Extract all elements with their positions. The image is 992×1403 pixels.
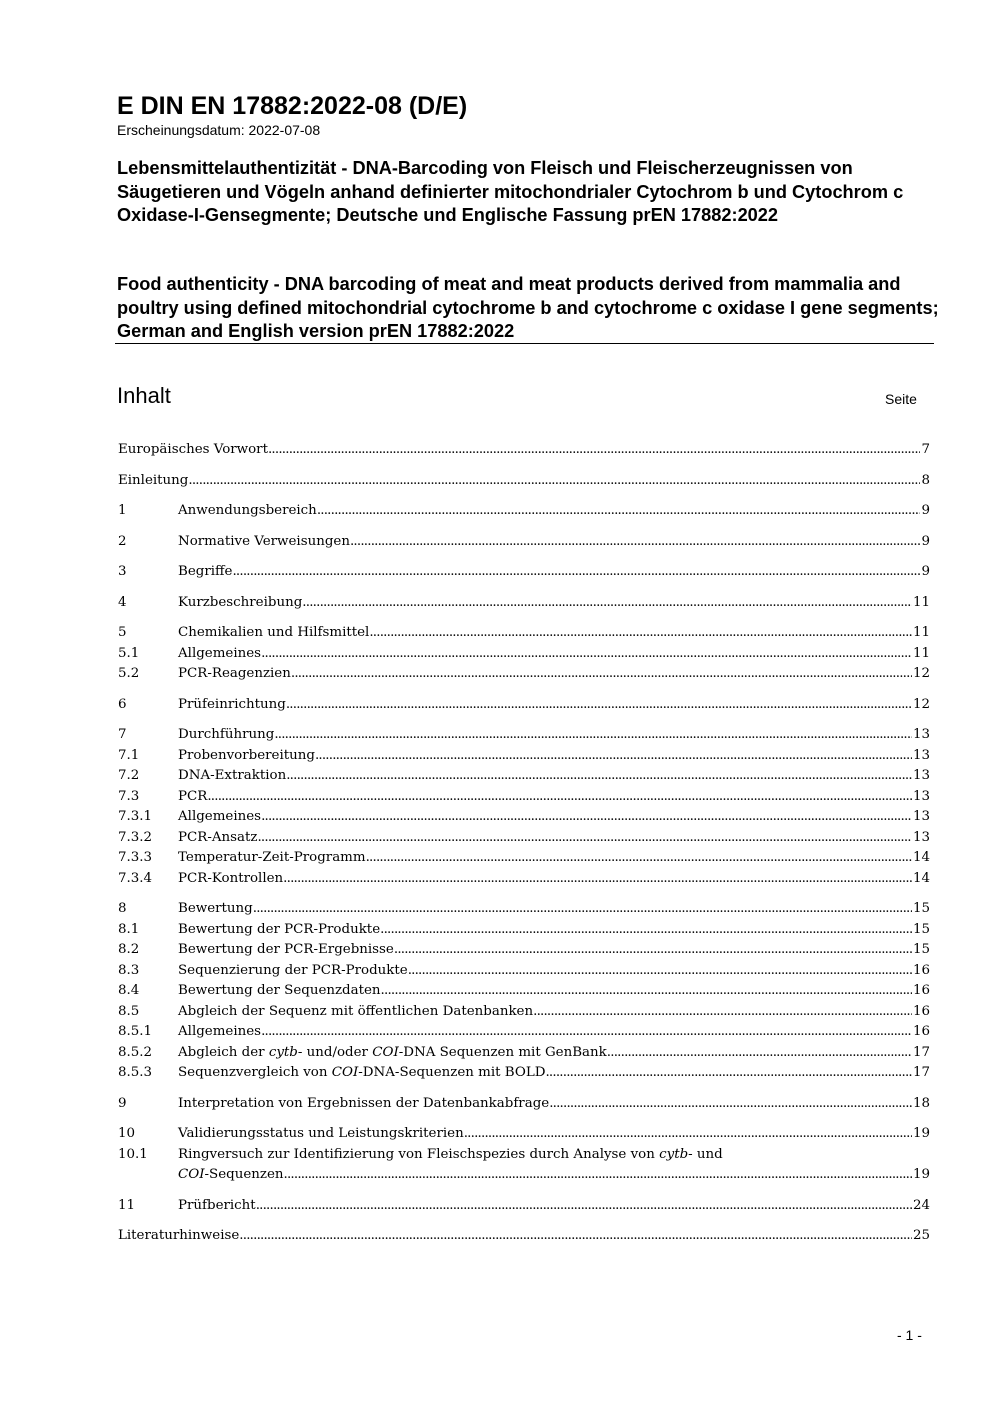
- toc-dot-leader: [257, 828, 912, 849]
- toc-dot-leader: [380, 920, 912, 941]
- toc-dot-leader: [284, 1165, 912, 1186]
- toc-dot-leader: [274, 725, 912, 746]
- toc-entry-title: Durchführung: [178, 727, 275, 742]
- toc-entry-title: Normative Verweisungen: [178, 533, 350, 549]
- toc-entry[interactable]: [118, 899, 930, 920]
- toc-entry-number: 5.1: [118, 645, 140, 661]
- toc-entry-number: 8.5.2: [118, 1044, 153, 1060]
- toc-entry-page: 11: [912, 625, 930, 640]
- toc-entry-number: 7.2: [118, 768, 140, 783]
- toc-entry[interactable]: [118, 787, 930, 808]
- toc-entry[interactable]: [118, 623, 930, 644]
- toc-dot-leader: [207, 787, 912, 808]
- toc-entry[interactable]: [118, 562, 930, 583]
- toc-dot-leader: [253, 899, 912, 920]
- toc-entry[interactable]: [118, 1002, 930, 1023]
- toc-entry-page: 11: [912, 645, 930, 661]
- toc-entry-title: PCR-Ansatz: [178, 829, 258, 845]
- toc-entry-page: 11: [912, 594, 930, 610]
- toc-dot-leader: [286, 695, 912, 716]
- toc-entry-page: 7: [921, 442, 930, 457]
- toc-entry-number: 11: [118, 1197, 136, 1213]
- toc-entry-title: Prüfbericht: [178, 1197, 256, 1213]
- toc-entry-page: 16: [912, 1003, 930, 1019]
- toc-entry-number: 8.5: [118, 1003, 140, 1019]
- toc-entry-page: 9: [921, 533, 930, 549]
- toc-entry-page: 19: [912, 1126, 930, 1141]
- toc-entry-number: 7.3.3: [118, 850, 153, 865]
- toc-dot-leader: [261, 807, 912, 828]
- toc-entry-number: 4: [118, 594, 127, 610]
- toc-entry[interactable]: [118, 1226, 930, 1247]
- toc-dot-leader: [317, 501, 921, 522]
- toc-entry-page: 16: [912, 1024, 930, 1039]
- toc-dot-leader: [464, 1124, 912, 1145]
- toc-entry-title: Sequenzierung der PCR-Produkte: [178, 962, 408, 978]
- toc-entry[interactable]: [118, 940, 930, 961]
- toc-dot-leader: [408, 961, 912, 982]
- toc-entry[interactable]: [118, 807, 930, 828]
- toc-entry-page: 16: [912, 962, 930, 978]
- toc-entry-page: 17: [912, 1044, 930, 1060]
- toc-entry-page: 13: [912, 788, 930, 804]
- toc-entry-page: 9: [921, 503, 930, 518]
- toc-dot-leader: [283, 869, 912, 890]
- toc-entry[interactable]: [118, 1063, 930, 1084]
- toc-entry-number: 8.3: [118, 962, 140, 978]
- toc-dot-leader: [350, 532, 921, 553]
- toc-entry-title: Allgemeines: [178, 809, 262, 824]
- toc-entry-title: PCR-Kontrollen: [178, 870, 284, 886]
- toc-dot-leader: [302, 593, 912, 614]
- toc-entry-page: 25: [912, 1228, 930, 1243]
- toc-entry-page: 12: [912, 696, 930, 712]
- toc-entry-title: Validierungsstatus und Leistungskriterien: [178, 1126, 464, 1141]
- toc-entry-title: Abgleich der Sequenz mit öffentlichen Datenbanken: [178, 1003, 534, 1019]
- toc-dot-leader: [291, 664, 912, 685]
- toc-entry-number: 7.3: [118, 788, 140, 804]
- toc-entry-number: 7.3.1: [118, 809, 153, 824]
- toc-entry-number: 8: [118, 901, 127, 916]
- title-german: Lebensmittelauthentizität - DNA-Barcoding von Fleisch und Fleischerzeugnissen von Säugetieren und Vögeln anhand definierter mitochondrialer Cytochrom b und Cytochrom c Oxidase-I-Gensegmente; Deutsche und Englische Fassung prEN 17882:2022: [117, 158, 904, 225]
- toc-dot-leader: [366, 848, 912, 869]
- toc-entry-title: Temperatur-Zeit-Programm: [178, 850, 366, 865]
- toc-entry-number: 7: [118, 727, 127, 742]
- toc-entry[interactable]: [118, 828, 930, 849]
- toc-entry-title: Kurzbeschreibung: [178, 594, 303, 610]
- toc-entry[interactable]: [118, 593, 930, 614]
- toc-entry-number: 1: [118, 503, 127, 518]
- toc-entry[interactable]: [118, 1196, 930, 1217]
- toc-entry-title: Bewertung der PCR-Produkte: [178, 921, 381, 937]
- toc-entry-page: 9: [921, 564, 930, 579]
- toc-entry-number: 5: [118, 625, 127, 640]
- toc-entry-page: 15: [912, 921, 930, 937]
- toc-entry-title: Anwendungsbereich: [178, 503, 317, 518]
- toc-dot-leader: [607, 1043, 912, 1064]
- toc-entry-number: 8.2: [118, 942, 140, 957]
- toc-dot-leader: [261, 644, 912, 665]
- title-divider: [115, 343, 934, 344]
- toc-page-column-label: Seite: [885, 391, 917, 407]
- toc-entry-page: 15: [912, 901, 930, 916]
- toc-entry-title: Europäisches Vorwort: [118, 442, 268, 457]
- toc-dot-leader: [545, 1063, 911, 1084]
- toc-entry-title: Bewertung der Sequenzdaten: [178, 983, 381, 998]
- toc-dot-leader: [286, 766, 912, 787]
- toc-entry[interactable]: [118, 1145, 930, 1186]
- toc-entry-title: Literaturhinweise: [118, 1228, 240, 1243]
- toc-dot-leader: [381, 981, 912, 1002]
- toc-entry-title: Prüfeinrichtung: [178, 696, 286, 712]
- toc-entry[interactable]: [118, 471, 930, 492]
- toc-entry-page: 13: [912, 727, 930, 742]
- toc-dot-leader: [256, 1196, 912, 1217]
- toc-entry[interactable]: [118, 532, 930, 553]
- toc-heading: Inhalt: [117, 383, 171, 408]
- publication-date: Erscheinungsdatum: 2022-07-08: [117, 122, 321, 138]
- toc-entry-title: Probenvorbereitung: [178, 747, 315, 763]
- toc-entry-page: 8: [921, 472, 930, 488]
- toc-entry-number: 2: [118, 533, 127, 549]
- toc-entry-title: Sequenzvergleich von COI-DNA-Sequenzen mit BOLD: [178, 1065, 546, 1080]
- toc-entry-page: 18: [912, 1095, 930, 1111]
- toc-entry[interactable]: [118, 644, 930, 665]
- toc-entry-title: Bewertung der PCR-Ergebnisse: [178, 942, 394, 957]
- toc-entry-page: 14: [912, 870, 930, 886]
- toc-entry[interactable]: [118, 766, 930, 787]
- toc-entry-page: 14: [912, 850, 930, 865]
- toc-entry-title: PCR: [178, 788, 208, 804]
- toc-entry-page: 13: [912, 829, 930, 845]
- toc-entry[interactable]: [118, 1094, 930, 1115]
- toc-entry[interactable]: [118, 664, 930, 685]
- table-of-contents: [118, 440, 930, 1247]
- toc-dot-leader: [394, 940, 912, 961]
- toc-entry[interactable]: [118, 869, 930, 890]
- toc-dot-leader: [533, 1002, 912, 1023]
- toc-entry-title-line: Ringversuch zur Identifizierung von Fleischspezies durch Analyse von cytb- und: [178, 1146, 723, 1162]
- toc-dot-leader: [188, 471, 920, 492]
- title-english: Food authenticity - DNA barcoding of meat and meat products derived from mammalia and poultry using defined mitochondrial cytochrome b and cytochrome c oxidase I gene segments; German and English version prEN 17882:2022: [117, 274, 939, 341]
- toc-entry-number: 7.3.4: [118, 870, 153, 886]
- toc-entry[interactable]: [118, 440, 930, 461]
- toc-dot-leader: [268, 440, 921, 461]
- toc-entry-number: 8.5.1: [118, 1024, 153, 1039]
- toc-entry[interactable]: [118, 725, 930, 746]
- toc-dot-leader: [239, 1226, 912, 1247]
- toc-dot-leader: [315, 746, 912, 767]
- toc-entry-page: 19: [912, 1167, 930, 1182]
- toc-entry-page: 15: [912, 942, 930, 957]
- toc-entry-number: 3: [118, 564, 127, 579]
- toc-entry-number: 7.1: [118, 747, 140, 763]
- toc-entry-number: 9: [118, 1095, 127, 1111]
- toc-dot-leader: [369, 623, 912, 644]
- toc-entry-title: COI-Sequenzen: [178, 1167, 284, 1182]
- toc-entry-title: PCR-Reagenzien: [178, 666, 291, 681]
- toc-entry-page: 17: [912, 1065, 930, 1080]
- standard-id: E DIN EN 17882:2022-08 (D/E): [117, 92, 468, 120]
- toc-entry[interactable]: [118, 1124, 930, 1145]
- toc-entry[interactable]: [118, 981, 930, 1002]
- toc-entry-page: 13: [912, 747, 930, 763]
- toc-entry-number: 7.3.2: [118, 829, 153, 845]
- toc-entry-number: 6: [118, 696, 127, 712]
- toc-entry-title: Bewertung: [178, 901, 253, 916]
- toc-entry[interactable]: [118, 1043, 930, 1064]
- toc-entry[interactable]: [118, 501, 930, 522]
- toc-entry-title: Interpretation von Ergebnissen der Datenbankabfrage: [178, 1095, 550, 1111]
- toc-entry-number: 8.1: [118, 921, 140, 937]
- toc-entry-page: 12: [912, 666, 930, 681]
- toc-entry-page: 24: [912, 1197, 930, 1213]
- toc-entry[interactable]: [118, 746, 930, 767]
- toc-entry-title: Einleitung: [118, 472, 189, 488]
- toc-entry[interactable]: [118, 961, 930, 982]
- toc-entry-page: 13: [912, 768, 930, 783]
- toc-entry-number: 5.2: [118, 666, 140, 681]
- toc-entry-title: Begriffe: [178, 564, 233, 579]
- toc-entry-number: 8.4: [118, 983, 140, 998]
- toc-entry[interactable]: [118, 695, 930, 716]
- toc-entry-title: DNA-Extraktion: [178, 768, 287, 783]
- toc-dot-leader: [232, 562, 920, 583]
- page-number: - 1 -: [897, 1327, 922, 1343]
- toc-entry-page: 16: [912, 983, 930, 998]
- toc-entry-page: 13: [912, 809, 930, 824]
- toc-entry[interactable]: [118, 920, 930, 941]
- toc-entry-number: 10.1: [118, 1146, 148, 1162]
- toc-entry-title: Allgemeines: [178, 645, 262, 661]
- toc-dot-leader: [261, 1022, 912, 1043]
- toc-entry-title: Chemikalien und Hilfsmittel: [178, 625, 370, 640]
- toc-entry-number: 8.5.3: [118, 1065, 153, 1080]
- toc-entry-title: Abgleich der cytb- und/oder COI-DNA Sequenzen mit GenBank: [178, 1044, 607, 1060]
- toc-entry-number: 10: [118, 1126, 136, 1141]
- toc-entry-title: Allgemeines: [178, 1024, 262, 1039]
- toc-dot-leader: [549, 1094, 912, 1115]
- toc-entry[interactable]: [118, 1022, 930, 1043]
- toc-entry[interactable]: [118, 848, 930, 869]
